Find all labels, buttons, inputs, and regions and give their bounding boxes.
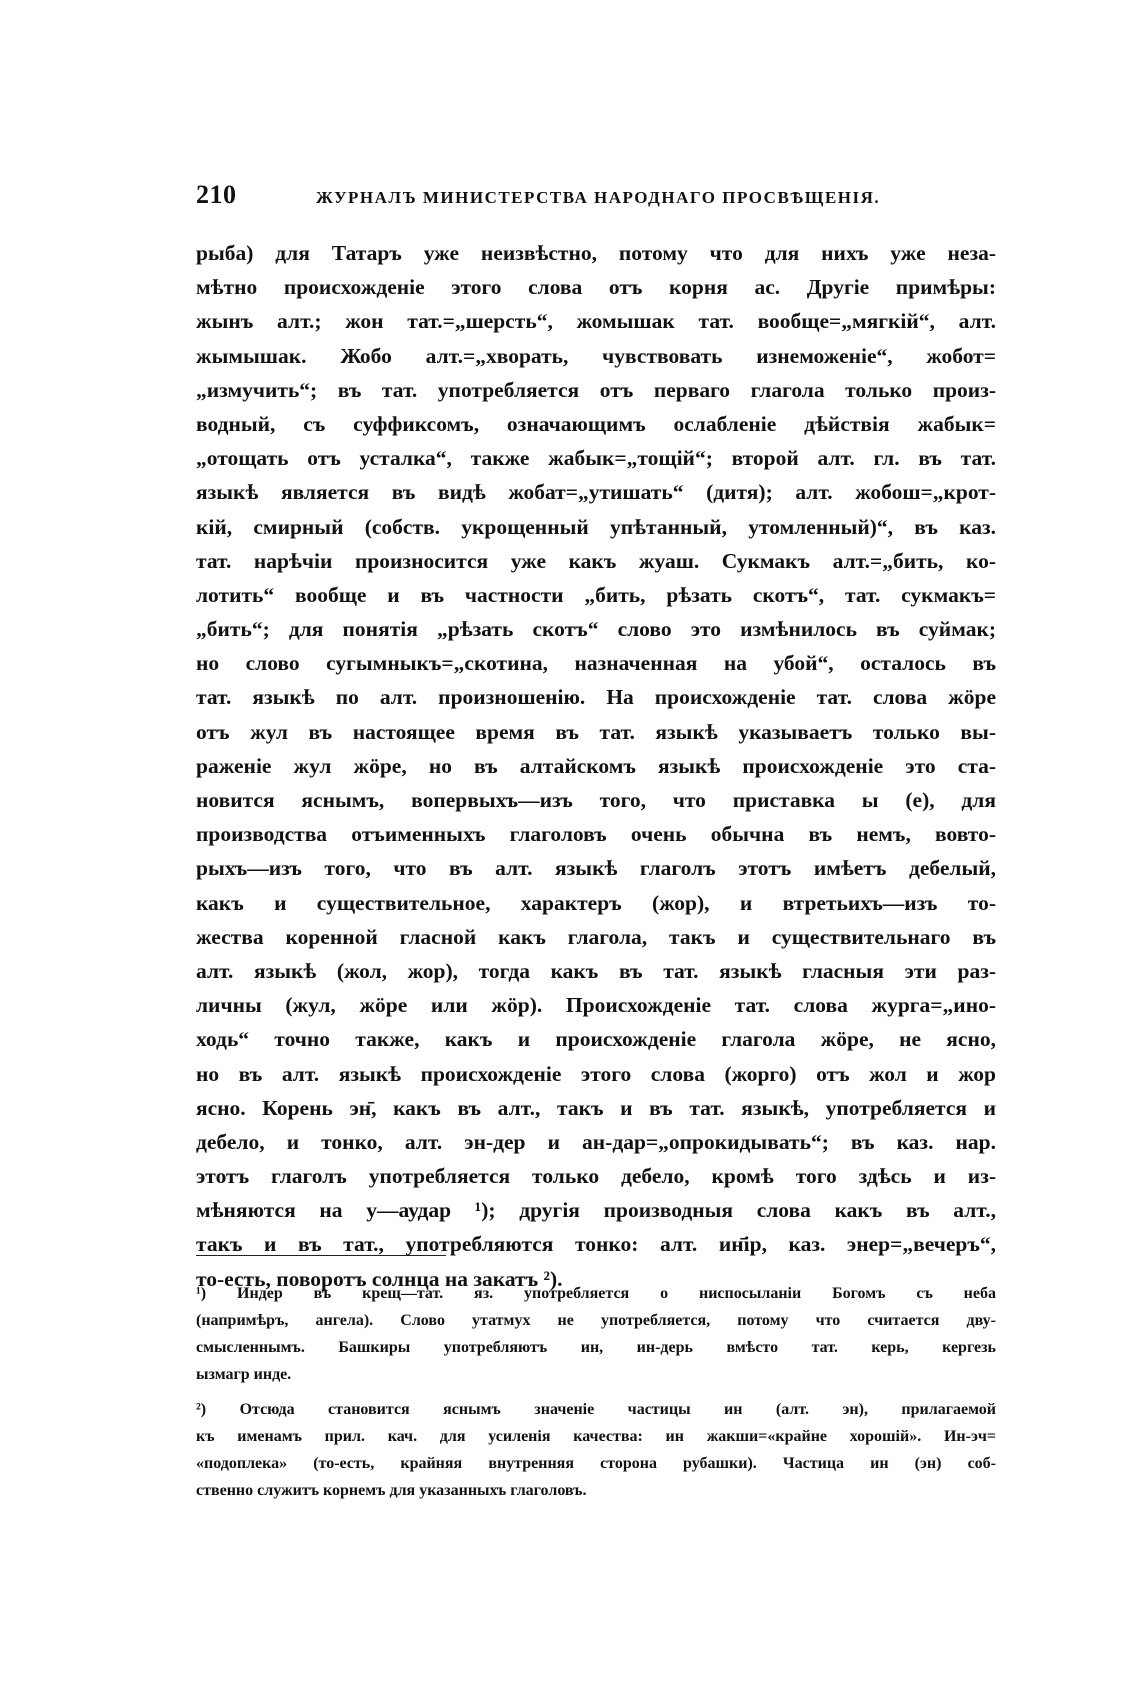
footnote-line: ственно служитъ корнемъ для указанныхъ глаголовъ. [196,1482,587,1499]
footnote-line: ²) Отсюда становится яснымъ значеніе частицы ин (алт. эн), прилагаемой [196,1401,996,1418]
text-line-content: рыба) для Татаръ уже неизвѣстно, потому что для нихъ уже неза- [196,241,996,265]
text-line-content: раженіе жул жӧре, но въ алтайскомъ языкѣ происхожденіе это ста- [196,753,996,778]
text-line-content: дебело, и тонко, алт. эн-дер и ан-дар=„опрокидывать“; въ каз. нар. [196,1129,996,1154]
text-line [196,407,996,441]
text-line [196,1193,996,1227]
text-line [196,783,996,817]
text-line [196,1125,996,1159]
text-line [196,1022,996,1056]
text-line-content: водный, съ суффиксомъ, означающимъ ослабленіе дѣйствія жабык= [196,411,996,436]
text-line [196,988,996,1022]
text-line [196,441,996,475]
footnote-separator [196,1255,446,1256]
text-line-content: жества коренной гласной какъ глагола, такъ и существительнаго въ [196,924,996,949]
text-line [196,680,996,714]
text-line-content: „измучить“; въ тат. употребляется отъ перваго глагола только произ- [196,377,996,402]
text-line-content: жынъ алт.; жон тат.=„шерсть“, жомышак тат. вообще=„мягкій“, алт. [196,309,996,334]
text-line-content: „отощать отъ усталка“, также жабык=„тощій“; второй алт. гл. въ тат. [196,446,996,471]
text-line [196,270,996,304]
page-header [196,180,996,214]
text-line-content: какъ и существительное, характеръ (жор), и втретьихъ—изъ то- [196,890,996,915]
running-title: ЖУРНАЛЪ МИНИСТЕРСТВА НАРОДНАГО ПРОСВѢЩЕНІЯ. [316,188,881,207]
text-line-content: мѣтно происхожденіе этого слова отъ корня ас. Другіе примѣры: [196,275,996,300]
text-line [196,749,996,783]
footnote-line: «подоплека» (то-есть, крайняя внутренняя сторона рубашки). Частица ин (эн) соб- [196,1455,996,1472]
footnote-line: ¹) Индер въ крещ—тат. яз. употребляется о ниспосыланіи Богомъ съ неба [196,1285,996,1302]
text-line-content: личны (жул, жӧре или жӧр). Происхожденіе тат. слова журга=„ино- [196,993,996,1018]
text-line-content: такъ и въ тат., употребляются тонко: алт. ин̄ір, каз. энер=„вечеръ“, [196,1232,996,1257]
text-line-content: тат. языкѣ по алт. произношенію. На происхожденіе тат. слова жӧре [196,685,996,710]
text-line-content: лотить“ вообще и въ частности „бить, рѣзать скотъ“, тат. сукмакъ= [196,582,996,607]
text-line [196,510,996,544]
text-line [196,1159,996,1193]
text-line [196,578,996,612]
text-line-content: ходь“ точно также, какъ и происхожденіе глагола жӧре, не ясно, [196,1027,996,1052]
text-line-content: но въ алт. языкѣ происхожденіе этого слова (жорго) отъ жол и жор [196,1061,996,1086]
text-line [196,304,996,338]
text-line-content: этотъ глаголъ употребляется только дебело, кромѣ того здѣсь и из- [196,1164,996,1189]
text-line [196,1057,996,1091]
text-line-content: языкѣ является въ видѣ жобат=„утишать“ (дитя); алт. жобош=„крот- [196,480,996,505]
text-line [196,715,996,749]
text-line-content: производства отъименныхъ глаголовъ очень обычна въ немъ, вовто- [196,822,996,847]
text-line [196,544,996,578]
footnote-line: ызмагр инде. [196,1366,292,1383]
text-line-content: новится яснымъ, вопервыхъ—изъ того, что приставка ы (е), для [196,788,996,812]
text-line [196,646,996,680]
text-line-content: тат. нарѣчіи произносится уже какъ жуаш. Сукмакъ алт.=„бить, ко- [196,548,996,573]
text-line-content: ясно. Корень эн̄, какъ въ алт., такъ и въ тат. языкѣ, употребляется и [196,1095,996,1120]
text-line-content: то-есть, поворотъ солнца на закатъ ²). [196,1266,563,1291]
text-line [196,236,996,270]
text-line [196,1091,996,1125]
text-line-content: рыхъ—изъ того, что въ алт. языкѣ глаголъ этотъ имѣетъ дебелый, [196,856,996,881]
text-line-content: отъ жул въ настоящее время въ тат. языкѣ указываетъ только вы- [196,719,996,744]
page-number: 210 [196,180,237,209]
text-line [196,373,996,407]
footnote-line: (напримѣръ, ангела). Слово утатмух не употребляется, потому что считается дву- [196,1312,996,1329]
text-line [196,954,996,988]
text-line [196,851,996,885]
text-line [196,886,996,920]
text-line [196,339,996,373]
footnotes [196,1280,996,1504]
text-line-content: мѣняются на у—аудар ¹); другія производныя слова какъ въ алт., [196,1198,996,1223]
text-line-content: но слово сугымныкъ=„скотина, назначенная на убой“, осталось въ [196,651,996,676]
footnote-line: смысленнымъ. Башкиры употребляютъ ин, ин-дерь вмѣсто тат. керь, кергезь [196,1339,996,1356]
text-line-content: „бить“; для понятія „рѣзать скотъ“ слово это измѣнилось въ суймак; [196,617,996,642]
footnote-line: къ именамъ прил. кач. для усиленія качества: ин жакши=«крайне хорошій». Ин-эч= [196,1428,996,1445]
text-line [196,1227,996,1261]
text-line [196,612,996,646]
text-line-content: жымышак. Жобо алт.=„хворать, чувствовать изнеможеніе“, жобот= [196,343,996,368]
text-line-content: кій, смирный (собств. укрощенный упѣтанный, утомленный)“, въ каз. [196,514,996,539]
text-line [196,475,996,509]
text-line [196,920,996,954]
text-line-content: алт. языкѣ (жол, жор), тогда какъ въ тат. языкѣ гласныя эти раз- [196,958,996,983]
text-line [196,817,996,851]
main-text [196,236,996,1296]
